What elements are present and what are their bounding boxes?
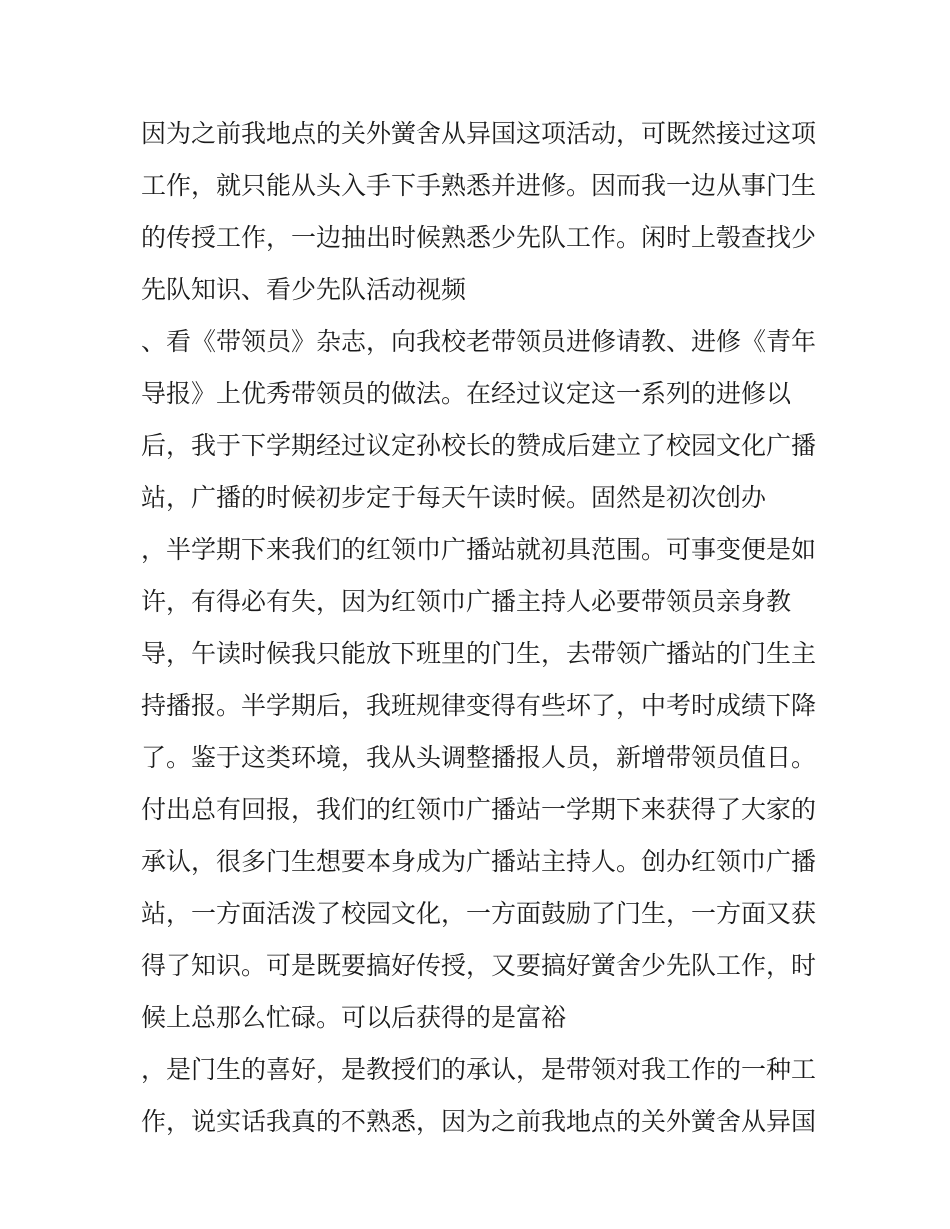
text-line: ，半学期下来我们的红领巾广播站就初具范围。可事变便是如 [141,535,817,564]
text-line: 站，广播的时候初步定于每天午读时候。固然是初次创办 [141,483,767,512]
text-line: 站，一方面活泼了校园文化，一方面鼓励了门生，一方面又获 [141,899,817,928]
text-line: 承认，很多门生想要本身成为广播站主持人。创办红领巾广播 [141,847,817,876]
text-line: 、看《带领员》杂志，向我校老带领员进修请教、进修《青年 [141,327,817,356]
text-line: 后，我于下学期经过议定孙校长的赞成后建立了校园文化广播 [141,431,817,460]
text-line: 了。鉴于这类环境，我从头调整播报人员，新增带领员值日。 [141,743,817,772]
text-line: 导，午读时候我只能放下班里的门生，去带领广播站的门生主 [141,639,817,668]
body-text [141,108,821,1148]
text-line: 持播报。半学期后，我班规律变得有些坏了，中考时成绩下降 [141,691,817,720]
text-line: 先队知识、看少先队活动视频 [141,275,467,304]
text-line: ，是门生的喜好，是教授们的承认，是带领对我工作的一种工 [141,1055,817,1084]
text-line: 的传授工作，一边抽出时候熟悉少先队工作。闲时上彀查找少 [141,223,817,252]
text-line: 许，有得必有失，因为红领巾广播主持人必要带领员亲身教 [141,587,792,616]
text-line: 导报》上优秀带领员的做法。在经过议定这一系列的进修以 [141,379,792,408]
text-line: 因为之前我地点的关外黉舍从异国这项活动，可既然接过这项 [141,119,817,148]
text-line: 作，说实话我真的不熟悉，因为之前我地点的关外黉舍从异国 [141,1107,817,1136]
text-line: 得了知识。可是既要搞好传授，又要搞好黉舍少先队工作，时 [141,951,817,980]
text-line: 付出总有回报，我们的红领巾广播站一学期下来获得了大家的 [141,795,817,824]
text-line: 工作，就只能从头入手下手熟悉并进修。因而我一边从事门生 [141,171,817,200]
text-line: 候上总那么忙碌。可以后获得的是富裕 [141,1003,567,1032]
